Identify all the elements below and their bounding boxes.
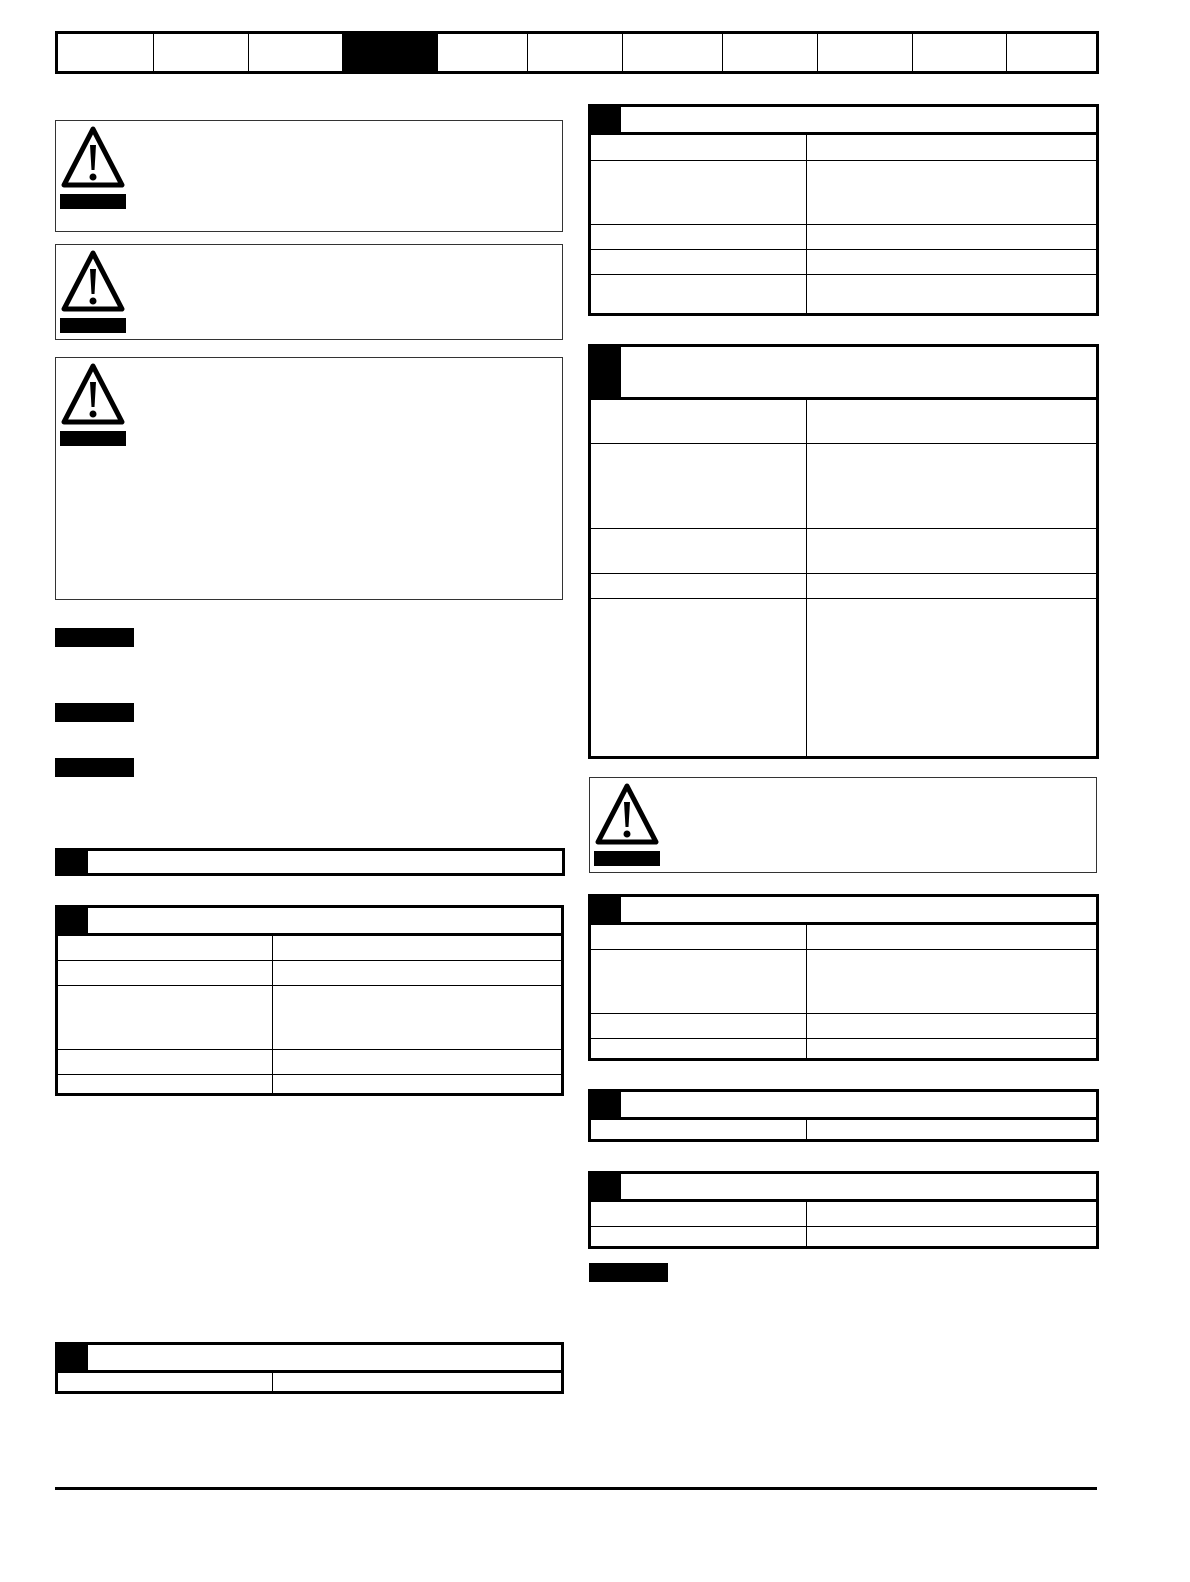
chapter-tab-strip	[55, 31, 1099, 74]
note-badge-2	[55, 703, 134, 722]
chapter-tab-2[interactable]	[154, 34, 249, 71]
chapter-tab-8[interactable]	[723, 34, 818, 71]
table-row	[591, 1014, 1096, 1039]
chapter-tab-6[interactable]	[528, 34, 623, 71]
table-row	[58, 1373, 561, 1394]
table-header	[591, 107, 1096, 135]
note-badge-4	[589, 1263, 668, 1282]
table-row	[591, 225, 1096, 250]
table-row	[58, 1075, 561, 1096]
table-header	[58, 1345, 561, 1373]
parameter-table-right-d	[588, 1089, 1099, 1142]
chapter-tab-5[interactable]	[438, 34, 528, 71]
table-header	[58, 908, 561, 936]
footer-rule	[55, 1487, 1097, 1490]
warning-box-2	[55, 244, 563, 340]
chapter-tab-1[interactable]	[58, 34, 154, 71]
chapter-tab-4-active[interactable]	[343, 34, 438, 71]
table-row	[591, 529, 1096, 574]
table-row	[591, 1227, 1096, 1249]
table-number-block	[58, 908, 88, 933]
table-row	[591, 1202, 1096, 1227]
table-number-block	[591, 897, 621, 922]
note-badge-1	[55, 628, 134, 647]
section-heading	[55, 848, 565, 876]
parameter-table-left-b	[55, 1342, 564, 1394]
chapter-tab-10[interactable]	[913, 34, 1007, 71]
note-badge-3	[55, 758, 134, 777]
warning-triangle-icon	[60, 362, 126, 446]
table-row	[591, 950, 1096, 1014]
table-number-block	[591, 347, 621, 397]
chapter-tab-7[interactable]	[623, 34, 723, 71]
table-row	[591, 400, 1096, 444]
table-row	[591, 135, 1096, 161]
table-row	[591, 925, 1096, 950]
table-row	[58, 936, 561, 961]
table-row	[58, 961, 561, 986]
parameter-table-right-e	[588, 1171, 1099, 1249]
table-header	[591, 897, 1096, 925]
warning-triangle-icon	[60, 125, 126, 209]
warning-label-badge	[60, 194, 126, 209]
table-row	[591, 161, 1096, 225]
table-row	[58, 1050, 561, 1075]
table-number-block	[591, 1092, 621, 1117]
warning-label-badge	[60, 431, 126, 446]
parameter-table-right-b	[588, 344, 1099, 759]
chapter-tab-11[interactable]	[1007, 34, 1096, 71]
table-row	[591, 1120, 1096, 1142]
parameter-table-right-c	[588, 894, 1099, 1061]
table-row	[58, 986, 561, 1050]
table-row	[591, 250, 1096, 275]
warning-triangle-icon	[60, 249, 126, 333]
parameter-table-left-a	[55, 905, 564, 1096]
table-row	[591, 444, 1096, 529]
warning-box-4	[589, 777, 1097, 873]
warning-label-badge	[60, 318, 126, 333]
warning-box-1	[55, 120, 563, 232]
chapter-tab-3[interactable]	[249, 34, 343, 71]
table-row	[591, 275, 1096, 316]
table-header	[591, 1174, 1096, 1202]
warning-box-3	[55, 357, 563, 600]
warning-label-badge	[594, 851, 660, 866]
table-row	[591, 1039, 1096, 1061]
table-number-block	[591, 107, 621, 132]
table-header	[591, 347, 1096, 400]
table-header	[591, 1092, 1096, 1120]
table-number-block	[58, 1345, 88, 1370]
table-number-block	[591, 1174, 621, 1199]
section-number-block	[58, 851, 88, 873]
parameter-table-right-a	[588, 104, 1099, 316]
chapter-tab-9[interactable]	[818, 34, 913, 71]
table-row	[591, 599, 1096, 759]
warning-triangle-icon	[594, 782, 660, 866]
table-row	[591, 574, 1096, 599]
